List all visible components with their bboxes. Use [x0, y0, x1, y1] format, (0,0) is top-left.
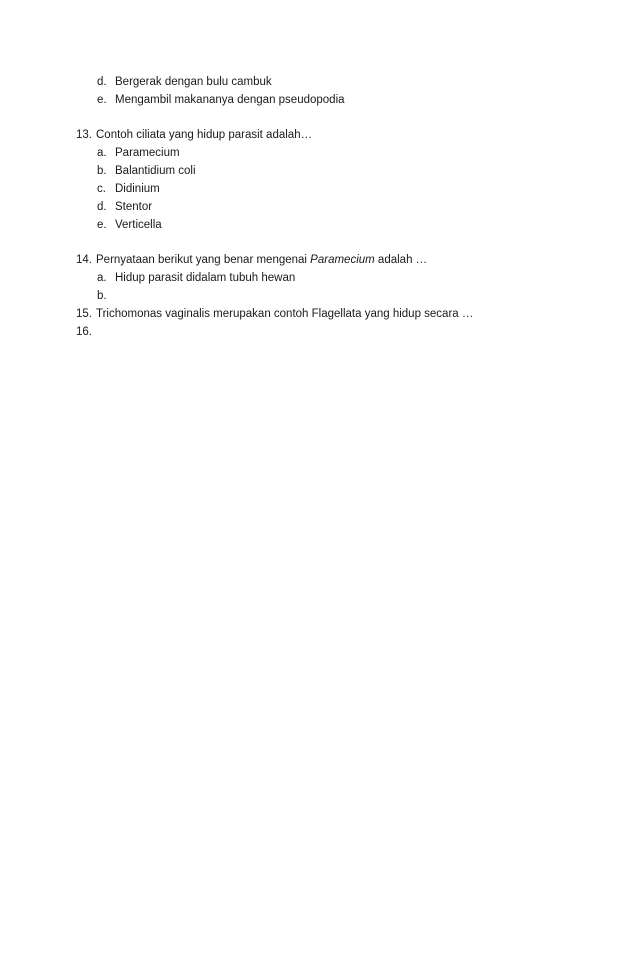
- option-letter: b.: [97, 290, 107, 302]
- question-number: 14.: [76, 254, 92, 266]
- option-letter: a.: [97, 272, 107, 284]
- option-text: Verticella: [115, 219, 162, 231]
- option-letter: c.: [97, 183, 106, 195]
- option-text: Hidup parasit didalam tubuh hewan: [115, 272, 296, 284]
- option-letter: b.: [97, 165, 107, 177]
- question-text: [96, 252, 427, 268]
- option-text: Stentor: [115, 201, 153, 213]
- option-text: Didinium: [115, 183, 160, 195]
- question-number: 16.: [76, 326, 92, 338]
- question-text: Contoh ciliata yang hidup parasit adalah…: [96, 129, 313, 141]
- question-number: 15.: [76, 308, 92, 320]
- option-text: Mengambil makananya dengan pseudopodia: [115, 94, 345, 106]
- question-text-after: adalah …: [374, 254, 428, 266]
- question-number: 13.: [76, 129, 92, 141]
- option-text: Balantidium coli: [115, 165, 196, 177]
- question-text-italic: Paramecium: [310, 254, 375, 266]
- option-letter: e.: [97, 219, 107, 231]
- option-letter: e.: [97, 94, 107, 106]
- option-letter: d.: [97, 201, 107, 213]
- option-text: Paramecium: [115, 147, 180, 159]
- option-letter: a.: [97, 147, 107, 159]
- option-letter: d.: [97, 76, 107, 88]
- option-text: Bergerak dengan bulu cambuk: [115, 76, 272, 88]
- question-text-before: Pernyataan berikut yang benar mengenai: [96, 254, 311, 266]
- question-text: Trichomonas vaginalis merupakan contoh Flagellata yang hidup secara …: [96, 308, 474, 320]
